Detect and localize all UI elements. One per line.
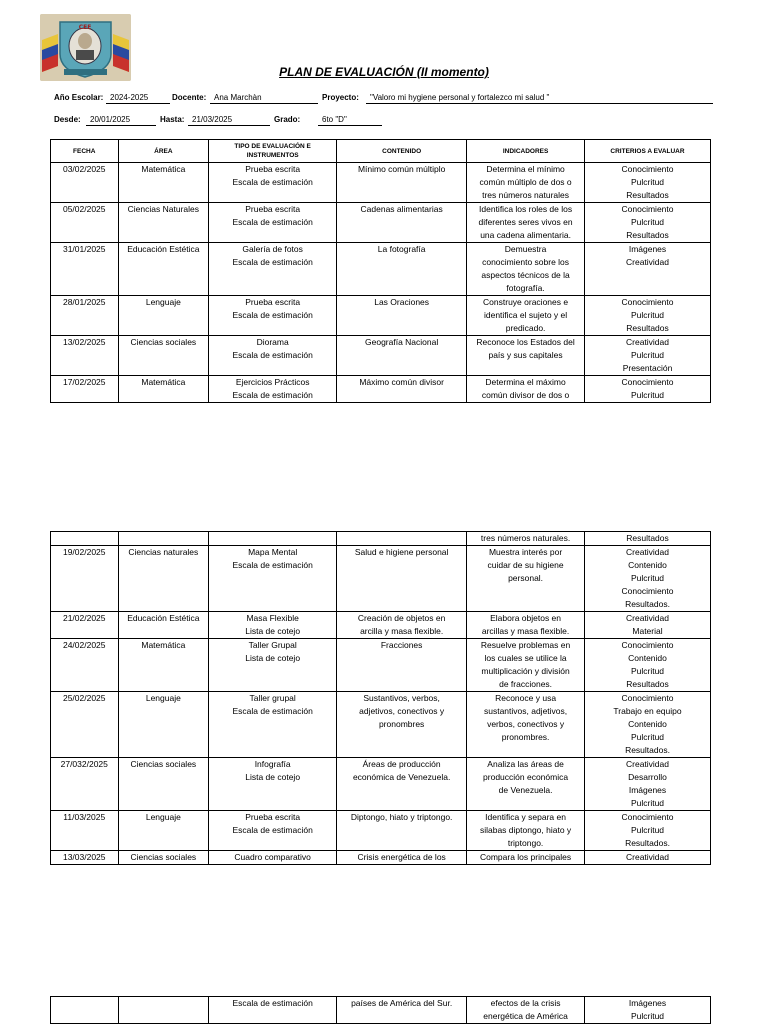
col-header-tipo: TIPO DE EVALUACIÓN E INSTRUMENTOS [209, 140, 337, 163]
cell-contenido: Sustantivos, verbos, adjetivos, conectivos y pronombres [337, 692, 467, 758]
cell-tipo: Taller grupal Escala de estimación [209, 692, 337, 758]
docente-value: Ana Marchàn [210, 93, 318, 104]
cell-area: Ciencias Naturales [118, 203, 209, 243]
table-row [51, 692, 711, 758]
cell-criterios: Resultados [585, 532, 711, 546]
cell-indicadores: Identifica y separa en silabas diptongo, hiato y triptongo. [467, 811, 585, 851]
cell-fecha: 03/02/2025 [51, 163, 119, 203]
proyecto-label: Proyecto: [322, 93, 359, 102]
cell-indicadores: Muestra interés por cuidar de su higiene personal. [467, 546, 585, 612]
cell-fecha: 28/01/2025 [51, 296, 119, 336]
cell-area: Lenguaje [118, 811, 209, 851]
cell-criterios: Creatividad Material [585, 612, 711, 639]
cell-indicadores: Identifica los roles de los diferentes seres vivos en una cadena alimentaria. [467, 203, 585, 243]
table-row [51, 243, 711, 296]
table-row [51, 336, 711, 376]
cell-indicadores: Reconoce y usa sustantivos, adjetivos, verbos, conectivos y pronombres. [467, 692, 585, 758]
cell-area: Matemática [118, 163, 209, 203]
cell-indicadores: Construye oraciones e identifica el sujeto y el predicado. [467, 296, 585, 336]
cell-criterios: Conocimiento Pulcritud Resultados [585, 203, 711, 243]
cell-fecha: 31/01/2025 [51, 243, 119, 296]
cell-area: Educación Estética [118, 243, 209, 296]
cell-area: Ciencias sociales [118, 851, 209, 865]
cell-indicadores: Resuelve problemas en los cuales se utilice la multiplicación y división de fracciones. [467, 639, 585, 692]
cell-contenido: Máximo común divisor [337, 376, 467, 403]
logo-text: CEE [78, 24, 92, 31]
cell-fecha: 13/03/2025 [51, 851, 119, 865]
cell-contenido: Fracciones [337, 639, 467, 692]
cell-tipo: Mapa Mental Escala de estimación [209, 546, 337, 612]
cell-tipo [209, 532, 337, 546]
cell-contenido: Crisis energética de los [337, 851, 467, 865]
cell-criterios: Creatividad Desarrollo Imágenes Pulcritud [585, 758, 711, 811]
cell-tipo: Prueba escrita Escala de estimación [209, 811, 337, 851]
cell-indicadores: Determina el máximo común divisor de dos o [467, 376, 585, 403]
cell-tipo: Prueba escrita Escala de estimación [209, 203, 337, 243]
col-header-indicadores: INDICADORES [467, 140, 585, 163]
cell-criterios: Imágenes Creatividad [585, 243, 711, 296]
table-row [51, 997, 711, 1024]
cell-tipo: Prueba escrita Escala de estimación [209, 296, 337, 336]
evaluation-table-page-3 [50, 996, 711, 1024]
cell-fecha: 05/02/2025 [51, 203, 119, 243]
table-row [51, 811, 711, 851]
cell-area: Lenguaje [118, 692, 209, 758]
table-header-row [51, 140, 711, 163]
hasta-value: 21/03/2025 [188, 115, 270, 126]
cell-fecha: 21/02/2025 [51, 612, 119, 639]
cell-tipo: Infografía Lista de cotejo [209, 758, 337, 811]
table-row [51, 546, 711, 612]
header-line-1 [54, 93, 724, 105]
cell-fecha: 17/02/2025 [51, 376, 119, 403]
cell-tipo: Masa Flexible Lista de cotejo [209, 612, 337, 639]
cell-area: Ciencias sociales [118, 758, 209, 811]
cell-criterios: Creatividad [585, 851, 711, 865]
cell-criterios: Conocimiento Pulcritud Resultados [585, 296, 711, 336]
table-row [51, 851, 711, 865]
cell-contenido: La fotografía [337, 243, 467, 296]
cell-indicadores: Analiza las áreas de producción económica de Venezuela. [467, 758, 585, 811]
cell-criterios: Conocimiento Pulcritud [585, 376, 711, 403]
col-header-area: ÁREA [118, 140, 209, 163]
cell-area: Ciencias sociales [118, 336, 209, 376]
cell-area: Matemática [118, 639, 209, 692]
cell-tipo: Diorama Escala de estimación [209, 336, 337, 376]
cell-area: Matemática [118, 376, 209, 403]
document-title: PLAN DE EVALUACIÓN (II momento) [279, 65, 489, 79]
cell-criterios: Conocimiento Pulcritud Resultados. [585, 811, 711, 851]
cell-contenido: Las Oraciones [337, 296, 467, 336]
desde-value: 20/01/2025 [86, 115, 156, 126]
cell-contenido [337, 532, 467, 546]
cell-contenido: Geografía Nacional [337, 336, 467, 376]
grado-label: Grado: [274, 115, 301, 124]
anio-label: Año Escolar: [54, 93, 104, 102]
table-row [51, 296, 711, 336]
grado-value: 6to "D" [318, 115, 382, 126]
cell-fecha: 25/02/2025 [51, 692, 119, 758]
header-line-2 [54, 115, 454, 127]
cell-contenido: Áreas de producción económica de Venezuela. [337, 758, 467, 811]
cell-tipo: Taller Grupal Lista de cotejo [209, 639, 337, 692]
cell-area: Educación Estética [118, 612, 209, 639]
table-row [51, 532, 711, 546]
cell-criterios: Imágenes Pulcritud [585, 997, 711, 1024]
cell-fecha: 19/02/2025 [51, 546, 119, 612]
proyecto-value: "Valoro mi hygiene personal y fortalezco mi salud " [366, 93, 713, 104]
table-row [51, 163, 711, 203]
desde-label: Desde: [54, 115, 81, 124]
cell-contenido: países de América del Sur. [337, 997, 467, 1024]
hasta-label: Hasta: [160, 115, 185, 124]
evaluation-table-page-2 [50, 531, 711, 865]
cell-fecha [51, 532, 119, 546]
table-row [51, 203, 711, 243]
cell-fecha: 13/02/2025 [51, 336, 119, 376]
cell-criterios: Conocimiento Contenido Pulcritud Resultados [585, 639, 711, 692]
table-row [51, 639, 711, 692]
cell-tipo: Prueba escrita Escala de estimación [209, 163, 337, 203]
cell-fecha [51, 997, 119, 1024]
cell-criterios: Conocimiento Pulcritud Resultados [585, 163, 711, 203]
cell-fecha: 11/03/2025 [51, 811, 119, 851]
cell-contenido: Creación de objetos en arcilla y masa flexible. [337, 612, 467, 639]
evaluation-table-page-1 [50, 139, 711, 403]
col-header-fecha: FECHA [51, 140, 119, 163]
cell-criterios: Creatividad Contenido Pulcritud Conocimiento Resultados. [585, 546, 711, 612]
cell-indicadores: Reconoce los Estados del país y sus capitales [467, 336, 585, 376]
cell-fecha: 27/032/2025 [51, 758, 119, 811]
anio-value: 2024-2025 [106, 93, 170, 104]
cell-tipo: Galería de fotos Escala de estimación [209, 243, 337, 296]
col-header-contenido: CONTENIDO [337, 140, 467, 163]
table-row [51, 758, 711, 811]
cell-fecha: 24/02/2025 [51, 639, 119, 692]
docente-label: Docente: [172, 93, 207, 102]
table-row [51, 612, 711, 639]
cell-tipo: Cuadro comparativo [209, 851, 337, 865]
cell-indicadores: tres números naturales. [467, 532, 585, 546]
col-header-criterios: CRITERIOS A EVALUAR [585, 140, 711, 163]
cell-contenido: Salud e higiene personal [337, 546, 467, 612]
cell-criterios: Conocimiento Trabajo en equipo Contenido Pulcritud Resultados. [585, 692, 711, 758]
cell-indicadores: Determina el mínimo común múltiplo de dos o tres números naturales [467, 163, 585, 203]
cell-contenido: Diptongo, hiato y triptongo. [337, 811, 467, 851]
cell-indicadores: Demuestra conocimiento sobre los aspectos técnicos de la fotografía. [467, 243, 585, 296]
cell-indicadores: Elabora objetos en arcillas y masa flexible. [467, 612, 585, 639]
cell-area: Lenguaje [118, 296, 209, 336]
cell-indicadores: efectos de la crisis energética de América [467, 997, 585, 1024]
cell-area [118, 532, 209, 546]
cell-criterios: Creatividad Pulcritud Presentación [585, 336, 711, 376]
cell-area: Ciencias naturales [118, 546, 209, 612]
cell-tipo: Ejercicios Prácticos Escala de estimación [209, 376, 337, 403]
cell-tipo: Escala de estimación [209, 997, 337, 1024]
cell-indicadores: Compara los principales [467, 851, 585, 865]
cell-contenido: Cadenas alimentarias [337, 203, 467, 243]
cell-contenido: Mínimo común múltiplo [337, 163, 467, 203]
table-row [51, 376, 711, 403]
cell-area [118, 997, 209, 1024]
